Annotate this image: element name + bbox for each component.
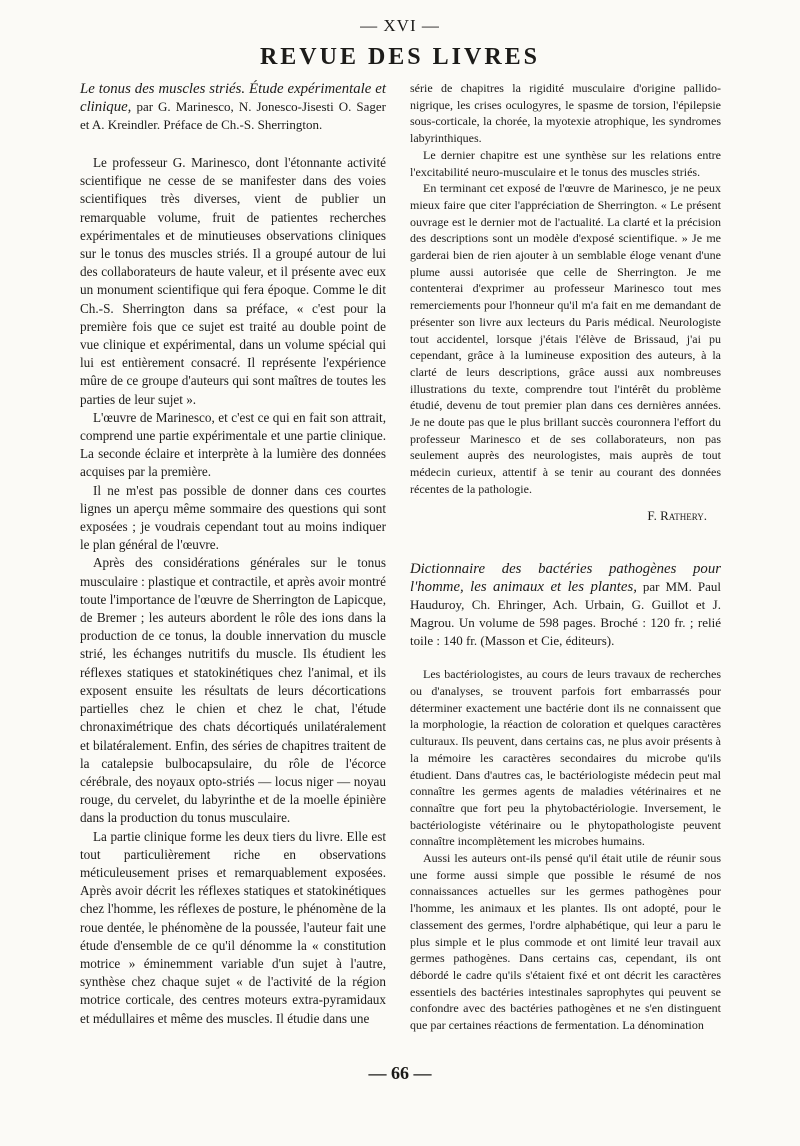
review-1-paragraph: L'œuvre de Marinesco, et c'est ce qui en fait son attrait, comprend une partie expérimentale et une partie clinique. La seconde éclaire et interprète à la lumière des données acquises par la première.: [80, 409, 386, 480]
review-1-paragraph: Le dernier chapitre est une synthèse sur les relations entre l'excitabilité neuro-musculaire et le tonus des muscles striés.: [410, 147, 721, 179]
review-1-signature: F. Rathery.: [647, 507, 707, 523]
review-1-paragraph: Le professeur G. Marinesco, dont l'étonnante activité scientifique ne cesse de se manifester dans des voies scientifiques très diverses, vient de publier un remarquable volume, fruit de patientes recherches expérimentales et de minutieuses observations cliniques sur le tonus des muscles striés. Il a groupé autour de lui des collaborateurs de haute valeur, et il présente avec eux un monument scientifique qui fera époque. Comme le dit Ch.-S. Sherrington dans sa préface, « c'est pour la première fois que ce sujet est traité au double point de vue clinique et expérimental, dans un volume spécial qui lui est entièrement consacré. Il représente l'expérience mûre de ce groupe d'auteurs qui sont maîtres de toutes les parties de leur sujet ».: [80, 155, 386, 407]
review-1-paragraph: La partie clinique forme les deux tiers du livre. Elle est tout particulièrement riche en observations méticuleusement prises et remarquablement exposées. Après avoir décrit les réflexes statiques et statokinétiques chez l'homme, les réflexes de posture, le phénomène de la roue dentée, le phénomène de la poussée, l'auteur fait une étude d'ensemble de ce qu'il dénomme la « constitution motrice » éminemment variable d'un sujet à l'autre, synthèse chez chaque sujet « de l'activité de la région motrice corticale, des centres moteurs extra-pyramidaux et médullaires et même des muscles. Il étudie dans une: [80, 828, 386, 1026]
review-2-book-title: Dictionnaire des bactéries pathogènes pour l'homme, les animaux et les plantes,: [410, 561, 721, 596]
review-1-authors: par G. Marinesco, N. Jonesco-Jisesti O. Sager et A. Kreindler. Préface de Ch.-S. Sherrington.: [80, 99, 386, 132]
review-1-heading: [80, 80, 386, 134]
review-2-paragraph: Aussi les auteurs ont-ils pensé qu'il était utile de réunir sous une forme aussi simple que possible le résumé de nos connaissances actuelles sur les germes pathogènes pour l'homme, les animaux et les plantes. Ils ont adopté, pour le classement des germes, l'ordre alphabétique, qui leur a paru le plus simple et le plus commode et ont limité leur travail aux germes pathogènes. Dans certains cas, cependant, ils ont débordé le cadre qu'ils s'étaient fixé et ont décrit les caractères essentiels des bactéries intestinales saprophytes qui peuvent se confondre avec des bactéries pathogènes et ne s'en distinguent que par certaines réactions de fermentation. La dénomination: [410, 851, 721, 1033]
left-column: [80, 80, 386, 1028]
review-2-paragraph: Les bactériologistes, au cours de leurs travaux de recherches ou d'analyses, se trouvent parfois fort embarrassés pour déterminer exactement une bactérie dont ils ne connaissent que la morphologie, la réaction de coloration et quelques caractères culturaux. Ils peuvent, dans certains cas, ne plus avoir présents à la mémoire les caractères secondaires du microbe qu'ils étudient. Dans d'autres cas, le bactériologiste médecin peut mal connaître les germes agents de maladies vétérinaires et ne connaître que fort peu la phytobactériologie. Inversement, le bactériologiste vétérinaire ou le phytopathologiste peuvent connaître incomplètement les microbes humains.: [410, 667, 721, 849]
review-2-details: par MM. Paul Hauduroy, Ch. Ehringer, Ach. Urbain, G. Guillot et J. Magrou. Un volume de 598 pages. Broché : 120 fr. ; relié toile : 140 fr. (Masson et Cie, éditeurs).: [410, 579, 721, 649]
right-column: [410, 80, 721, 1034]
page-header: — XVI —: [360, 16, 440, 35]
review-1-paragraph: Il ne m'est pas possible de donner dans ces courtes lignes un aperçu même sommaire des questions qui sont exposées ; je voudrais cependant tout au moins indiquer le plan général de l'œuvre.: [80, 482, 386, 553]
section-title: REVUE DES LIVRES: [259, 44, 541, 70]
review-1-paragraph: En terminant cet exposé de l'œuvre de Marinesco, je ne peux mieux faire que citer l'appréciation de Sherrington. « Le présent ouvrage est le dernier mot de l'actualité. La clarté et la précision des descriptions sont un modèle d'exposé scientifique. » Je me garderai bien de rien ajouter à un semblable éloge venant d'une plume aussi autorisée que celle de Sherrington. Je me contenterai d'exprimer au professeur Marinesco tout mes remerciements pour l'honneur qu'il m'a fait en me demandant de présenter son livre aux lecteurs du Paris médical. Neurologiste tout accidentel, lorsque j'étais l'élève de Brissaud, j'ai pu cependant, grâce à la lumineuse exposition des auteurs, à la clarté de leurs descriptions, grâce aussi aux nombreuses illustrations du texte, comprendre tout l'intérêt du problème étudié, devenu de tout premier plan dans ces dernières années. Je ne doute pas que le plus brillant succès couronnera l'effort du professeur Marinesco et de ses collaborateurs, non pas seulement auprès des neurologistes, mais auprès de tout médecin curieux, attentif à se tenir au courant des données récentes de la pathologie.: [410, 181, 721, 496]
review-1-paragraph-continued: série de chapitres la rigidité musculaire d'origine pallido-nigrique, les crises oculogyres, le spasme de torsion, l'épilepsie sous-corticale, la chorée, la myotexie atrophique, les syndromes labyrinthiques.: [410, 81, 721, 146]
review-1-book-title: Le tonus des muscles striés. Étude expérimentale et clinique,: [80, 81, 386, 115]
review-1-paragraph: Après des considérations générales sur le tonus musculaire : plastique et contractile, et après avoir montré toute l'importance de l'œuvre de Sherrington de Lapicque, de Bremer ; les auteurs abordent le rôle des ions dans la production de ce tonus, la double innervation du muscle strié, les échanges nutritifs du muscle. Ils étudient les réflexes statiques et statokinétiques chez l'animal, et ils exposent ensuite les résultats de leurs décortications partielles chez le chien et chez le chat, l'étude chronaximétrique des chats décortiqués unilatéralement et bilatéralement. Enfin, des séries de chapitres traitent de la catalepsie bulbocapsulaire, du rôle de l'écorce cérébrale, des noyaux opto-striés — locus niger — noyau rouge, du cervelet, du labyrinthe et de la moelle épinière dans la production du tonus musculaire.: [80, 555, 386, 826]
review-2-heading: [410, 560, 721, 650]
page-folio: — 66 —: [368, 1063, 432, 1083]
